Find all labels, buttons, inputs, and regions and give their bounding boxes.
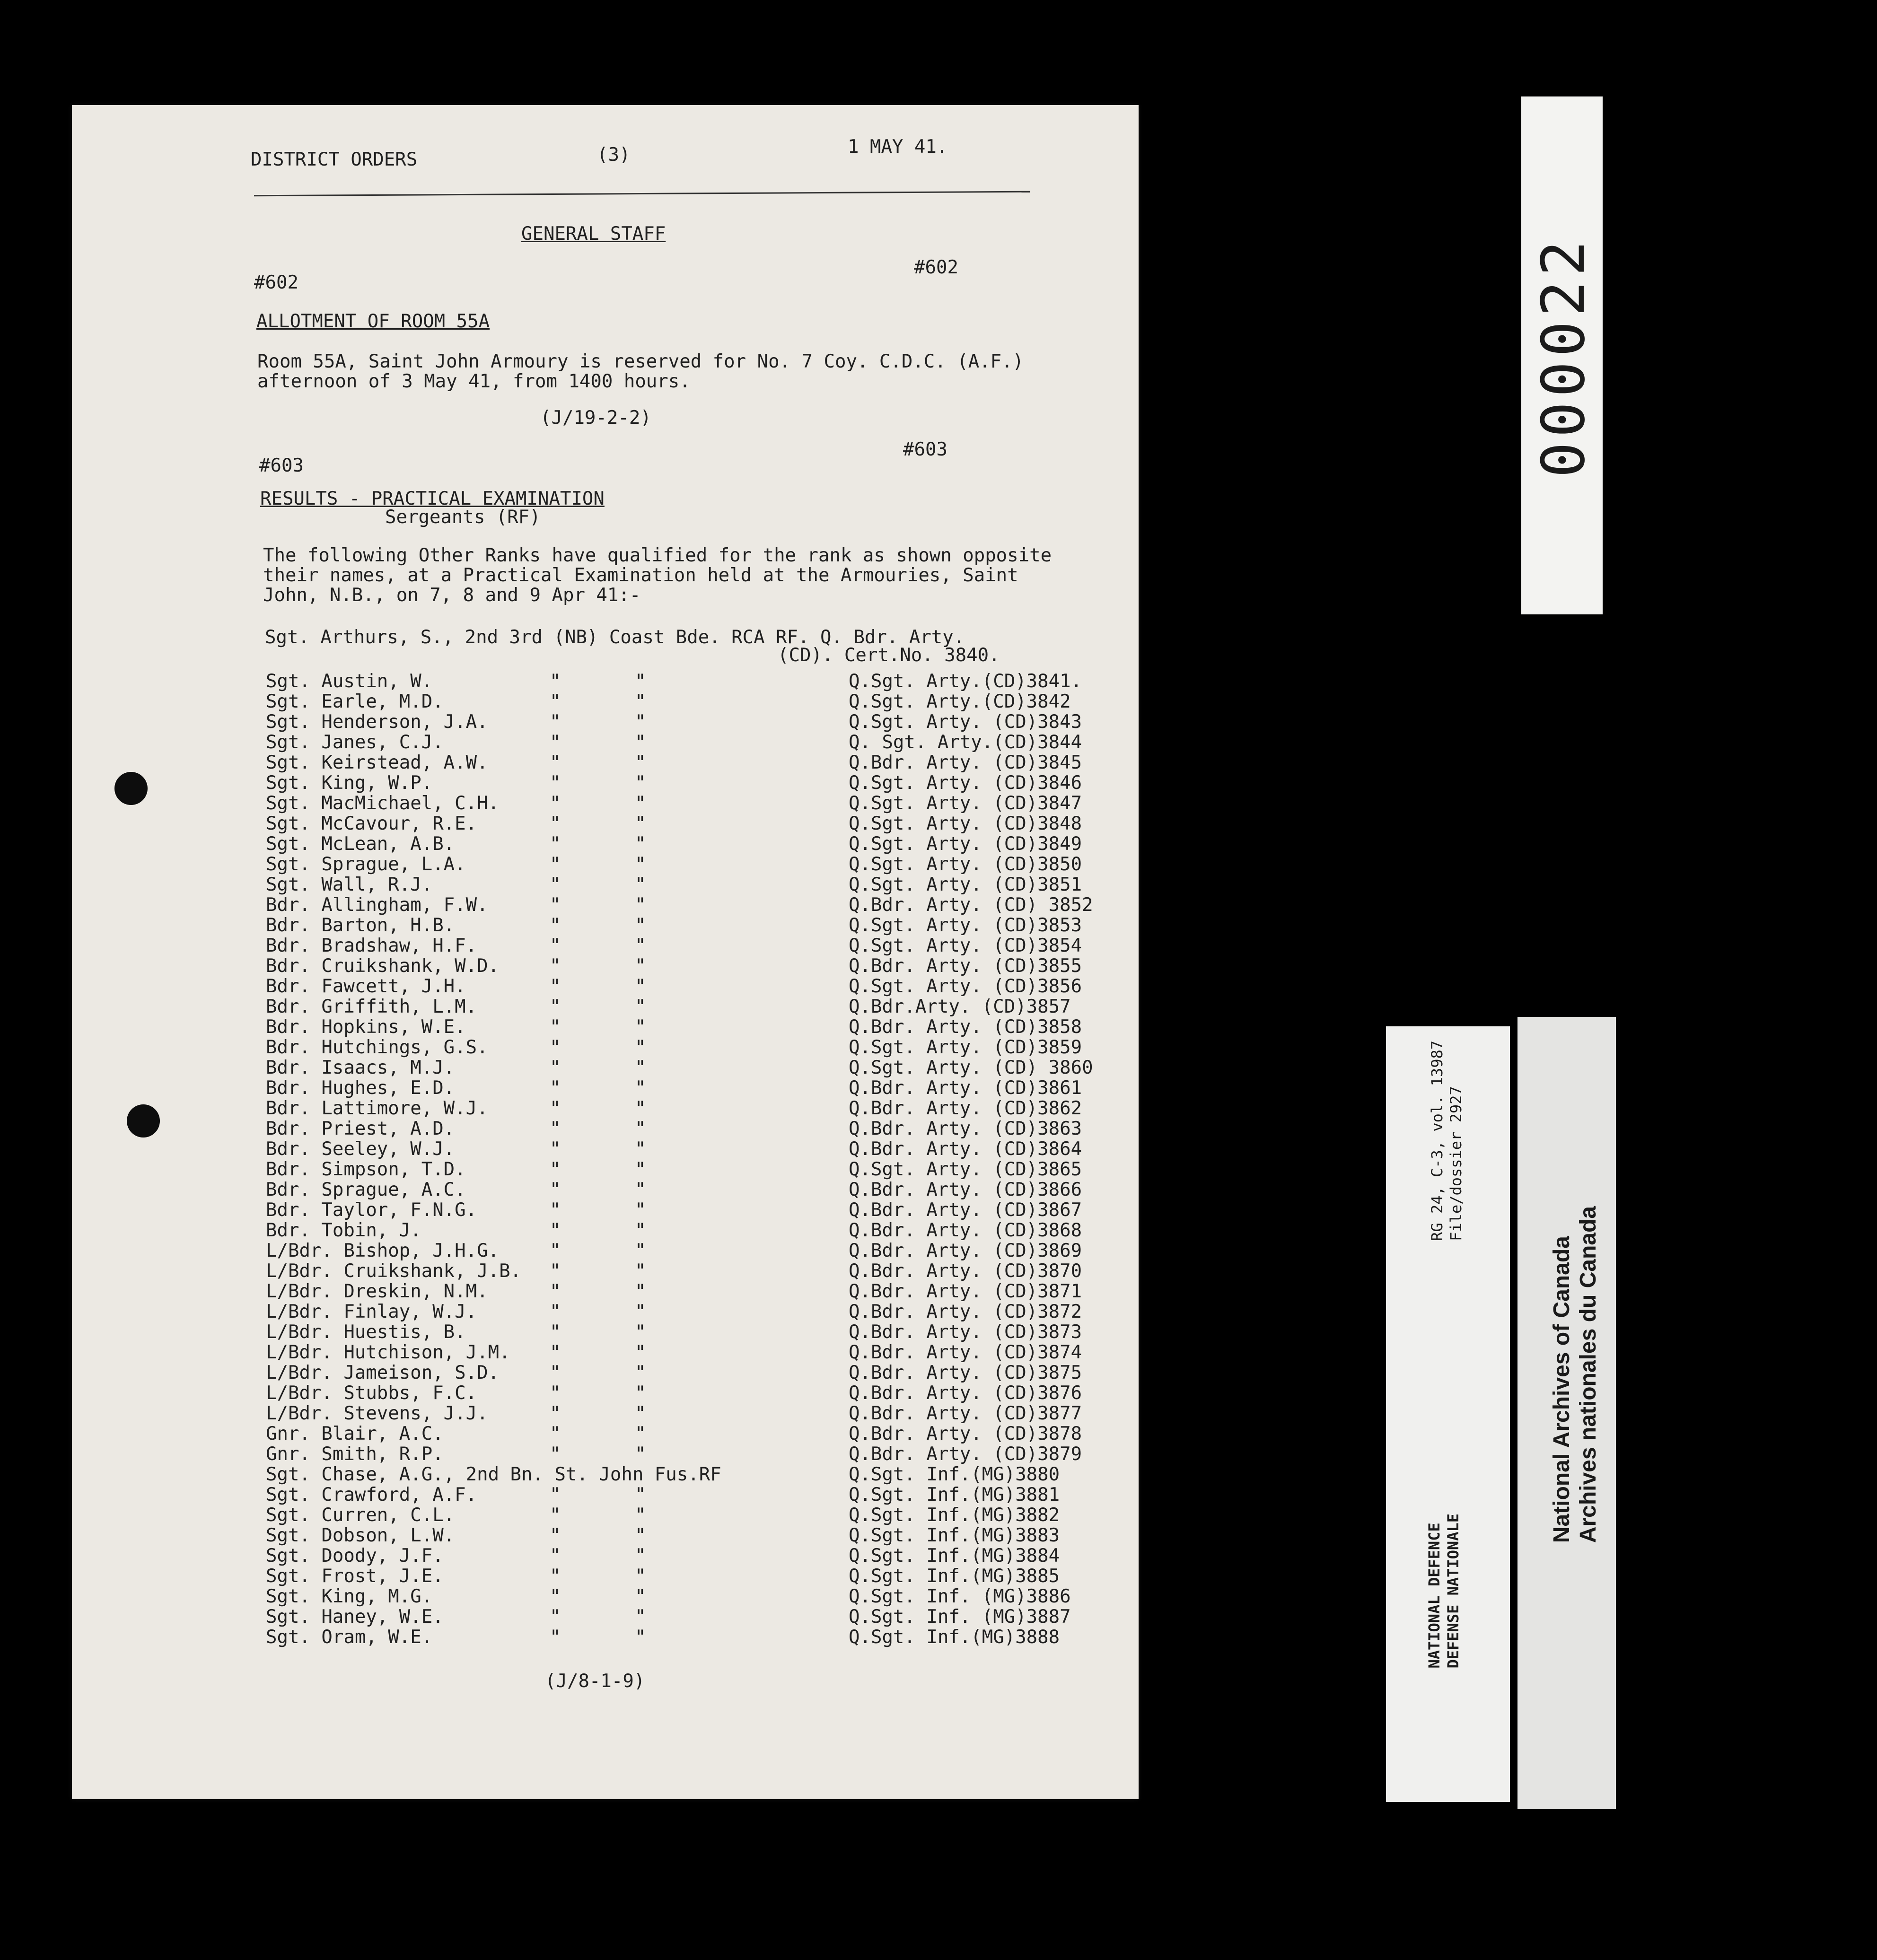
candidate-name: Bdr. Hughes, E.D.: [266, 1077, 455, 1099]
candidate-name: Sgt. Dobson, L.W.: [266, 1525, 455, 1546]
candidate-name: L/Bdr. Cruikshank, J.B.: [266, 1260, 522, 1282]
candidate-name: Bdr. Isaacs, M.J.: [266, 1057, 455, 1078]
candidate-name: Bdr. Taylor, F.N.G.: [266, 1199, 477, 1221]
header-date: 1 MAY 41.: [848, 136, 948, 158]
order-heading: RESULTS - PRACTICAL EXAMINATION: [260, 488, 605, 509]
ditto-mark: ": [550, 1566, 561, 1587]
qualification: Q.Bdr. Arty. (CD)3869: [849, 1240, 1082, 1261]
ditto-mark: ": [635, 1566, 646, 1587]
ditto-mark: ": [550, 1362, 561, 1383]
qualification: Q.Bdr. Arty. (CD)3867: [849, 1199, 1082, 1221]
ditto-mark: ": [635, 1606, 646, 1628]
ditto-mark: ": [635, 874, 646, 895]
ditto-mark: ": [635, 1342, 646, 1363]
ditto-mark: ": [635, 1118, 646, 1139]
candidate-name: Sgt. Sprague, L.A.: [266, 854, 466, 875]
ditto-mark: ": [635, 915, 646, 936]
qualification: Q.Sgt. Arty. (CD) 3860: [849, 1057, 1093, 1078]
candidate-name: Sgt. Frost, J.E.: [266, 1566, 444, 1587]
candidate-name: Sgt. Austin, W.: [266, 671, 433, 692]
qualification: Q.Bdr. Arty. (CD)3864: [849, 1138, 1082, 1160]
ditto-mark: ": [550, 894, 561, 916]
qualification: Q.Bdr. Arty. (CD)3870: [849, 1260, 1082, 1282]
qualification: Q.Sgt. Inf.(MG)3881: [849, 1484, 1060, 1505]
candidate-name: Sgt. Crawford, A.F.: [266, 1484, 477, 1505]
candidate-name: Sgt. Curren, C.L.: [266, 1505, 455, 1526]
reference-line: RG 24, C-3, vol. 13987: [1428, 1041, 1446, 1241]
qualification: Q.Sgt. Inf.(MG)3880: [849, 1464, 1060, 1485]
qualification: Q.Sgt. Arty. (CD)3853: [849, 915, 1082, 936]
ditto-mark: ": [550, 1281, 561, 1302]
candidate-name: L/Bdr. Stevens, J.J.: [266, 1403, 488, 1424]
archives-tab: [1517, 1017, 1616, 1809]
ditto-mark: ": [550, 935, 561, 956]
ditto-mark: ": [635, 1545, 646, 1566]
qualification: Q.Bdr. Arty. (CD) 3852: [849, 894, 1093, 916]
ditto-mark: ": [550, 976, 561, 997]
ditto-mark: ": [550, 1118, 561, 1139]
candidate-name: Bdr. Sprague, A.C.: [266, 1179, 466, 1200]
archive-reference: [1428, 1041, 1465, 1241]
qualification: Q.Bdr. Arty. (CD)3875: [849, 1362, 1082, 1383]
ditto-mark: ": [635, 772, 646, 794]
ditto-mark: ": [550, 772, 561, 794]
candidate-name: Bdr. Cruikshank, W.D.: [266, 955, 500, 977]
ditto-mark: ": [635, 1505, 646, 1526]
candidate-name: Sgt. MacMichael, C.H.: [266, 793, 500, 814]
results-first-row: Sgt. Arthurs, S., 2nd 3rd (NB) Coast Bde. RCA RF. Q. Bdr. Arty.: [265, 627, 965, 648]
qualification: Q.Sgt. Arty.(CD)3842: [849, 691, 1071, 712]
header-rule: [254, 191, 1030, 197]
ditto-mark: ": [550, 711, 561, 733]
qualification: Q.Sgt. Arty. (CD)3850: [849, 854, 1082, 875]
header-page-number: (3): [597, 144, 631, 166]
qualification: Q.Bdr. Arty. (CD)3872: [849, 1301, 1082, 1322]
qualification: Q. Sgt. Arty.(CD)3844: [849, 732, 1082, 753]
ditto-mark: ": [550, 1179, 561, 1200]
candidate-name: Sgt. King, M.G.: [266, 1586, 433, 1607]
ditto-mark: ": [635, 1199, 646, 1221]
qualification: Q.Sgt. Inf. (MG)3886: [849, 1586, 1071, 1607]
candidate-name: Bdr. Griffith, L.M.: [266, 996, 477, 1017]
ditto-mark: ": [635, 813, 646, 834]
qualification: Q.Sgt. Arty. (CD)3865: [849, 1159, 1082, 1180]
ditto-mark: ": [635, 854, 646, 875]
ditto-mark: ": [550, 874, 561, 895]
candidate-name: L/Bdr. Finlay, W.J.: [266, 1301, 477, 1322]
ditto-mark: ": [635, 1220, 646, 1241]
ditto-mark: ": [550, 671, 561, 692]
ditto-mark: ": [635, 793, 646, 814]
ditto-mark: ": [550, 1057, 561, 1078]
candidate-name: Bdr. Tobin, J.: [266, 1220, 421, 1241]
candidate-name: Bdr. Lattimore, W.J.: [266, 1098, 488, 1119]
ditto-mark: ": [635, 1301, 646, 1322]
ditto-mark: ": [550, 1037, 561, 1058]
ditto-mark: ": [635, 1382, 646, 1404]
candidate-name: Sgt. Janes, C.J.: [266, 732, 444, 753]
header-left: DISTRICT ORDERS: [251, 149, 418, 170]
file-reference: (J/8-1-9): [545, 1671, 645, 1692]
ditto-mark: ": [635, 1362, 646, 1383]
reference-tab: [1386, 1026, 1510, 1802]
candidate-name: Sgt. Henderson, J.A.: [266, 711, 488, 733]
archives-en: National Archives of Canada: [1549, 1236, 1574, 1543]
qualification: Q.Bdr. Arty. (CD)3845: [849, 752, 1082, 773]
ditto-mark: ": [635, 955, 646, 977]
ditto-mark: ": [550, 1505, 561, 1526]
ditto-mark: ": [550, 691, 561, 712]
ditto-mark: ": [635, 1037, 646, 1058]
ditto-mark: ": [635, 976, 646, 997]
candidate-name: Sgt. Chase, A.G., 2nd Bn. St. John Fus.RF: [266, 1464, 721, 1485]
ditto-mark: ": [635, 894, 646, 916]
qualification: Q.Sgt. Arty. (CD)3859: [849, 1037, 1082, 1058]
candidate-name: Bdr. Hutchings, G.S.: [266, 1037, 488, 1058]
ditto-mark: ": [635, 1321, 646, 1343]
order-body: Room 55A, Saint John Armoury is reserved for No. 7 Coy. C.D.C. (A.F.) afternoon of 3 May 41, from 1400 hours.: [257, 351, 1024, 392]
ditto-mark: ": [550, 1240, 561, 1261]
ditto-mark: ": [635, 1627, 646, 1648]
ditto-mark: ": [550, 793, 561, 814]
candidate-name: Sgt. Earle, M.D.: [266, 691, 444, 712]
candidate-name: Bdr. Barton, H.B.: [266, 915, 455, 936]
qualification: Q.Bdr. Arty. (CD)3866: [849, 1179, 1082, 1200]
qualification: Q.Sgt. Arty.(CD)3841.: [849, 671, 1082, 692]
ditto-mark: ": [635, 1159, 646, 1180]
ditto-mark: ": [550, 1444, 561, 1465]
ditto-mark: ": [635, 1077, 646, 1099]
ditto-mark: ": [550, 1220, 561, 1241]
qualification: Q.Bdr. Arty. (CD)3858: [849, 1016, 1082, 1038]
section-title: GENERAL STAFF: [521, 223, 666, 245]
candidate-name: Sgt. King, W.P.: [266, 772, 433, 794]
department-fr: DEFENSE NATIONALE: [1444, 1514, 1462, 1669]
candidate-name: Sgt. Doody, J.F.: [266, 1545, 444, 1566]
qualification: Q.Bdr. Arty. (CD)3862: [849, 1098, 1082, 1119]
results-first-row-cont: (CD). Cert.No. 3840.: [778, 645, 1000, 666]
qualification: Q.Sgt. Arty. (CD)3848: [849, 813, 1082, 834]
candidate-name: L/Bdr. Dreskin, N.M.: [266, 1281, 488, 1302]
frame-number-tab: [1521, 96, 1603, 614]
ditto-mark: ": [550, 1016, 561, 1038]
order-number-right: #603: [903, 439, 947, 460]
ditto-mark: ": [550, 955, 561, 977]
ditto-mark: ": [635, 671, 646, 692]
candidate-name: Sgt. McCavour, R.E.: [266, 813, 477, 834]
qualification: Q.Bdr. Arty. (CD)3876: [849, 1382, 1082, 1404]
qualification: Q.Bdr. Arty. (CD)3855: [849, 955, 1082, 977]
ditto-mark: ": [635, 1586, 646, 1607]
candidate-name: Gnr. Blair, A.C.: [266, 1423, 444, 1444]
qualification: Q.Bdr. Arty. (CD)3874: [849, 1342, 1082, 1363]
ditto-mark: ": [635, 833, 646, 855]
file-reference: (J/19-2-2): [540, 407, 651, 429]
qualification: Q.Bdr. Arty. (CD)3868: [849, 1220, 1082, 1241]
ditto-mark: ": [550, 1403, 561, 1424]
ditto-mark: ": [550, 813, 561, 834]
order-number-left: #602: [254, 272, 298, 293]
candidate-name: Bdr. Hopkins, W.E.: [266, 1016, 466, 1038]
qualification: Q.Sgt. Inf.(MG)3885: [849, 1566, 1060, 1587]
ditto-mark: ": [635, 1423, 646, 1444]
ditto-mark: ": [550, 1586, 561, 1607]
ditto-mark: ": [550, 915, 561, 936]
ditto-mark: ": [635, 1138, 646, 1160]
candidate-name: Sgt. Wall, R.J.: [266, 874, 433, 895]
qualification: Q.Bdr. Arty. (CD)3878: [849, 1423, 1082, 1444]
department-label: [1425, 1514, 1463, 1669]
ditto-mark: ": [550, 1606, 561, 1628]
ditto-mark: ": [635, 732, 646, 753]
punch-hole: [114, 772, 148, 805]
ditto-mark: ": [550, 1260, 561, 1282]
ditto-mark: ": [550, 1423, 561, 1444]
ditto-mark: ": [550, 1545, 561, 1566]
ditto-mark: ": [635, 1179, 646, 1200]
archives-fr: Archives nationales du Canada: [1576, 1206, 1601, 1543]
ditto-mark: ": [635, 1403, 646, 1424]
qualification: Q.Sgt. Arty. (CD)3856: [849, 976, 1082, 997]
order-number-right: #602: [914, 257, 958, 278]
candidate-name: Bdr. Fawcett, J.H.: [266, 976, 466, 997]
ditto-mark: ": [635, 691, 646, 712]
ditto-mark: ": [550, 752, 561, 773]
ditto-mark: ": [550, 1321, 561, 1343]
qualification: Q.Sgt. Inf. (MG)3887: [849, 1606, 1071, 1628]
qualification: Q.Bdr. Arty. (CD)3877: [849, 1403, 1082, 1424]
ditto-mark: ": [550, 1627, 561, 1648]
ditto-mark: ": [635, 711, 646, 733]
qualification: Q.Bdr. Arty. (CD)3873: [849, 1321, 1082, 1343]
candidate-name: Sgt. Oram, W.E.: [266, 1627, 433, 1648]
qualification: Q.Bdr.Arty. (CD)3857: [849, 996, 1071, 1017]
archives-label: [1549, 1206, 1602, 1543]
qualification: Q.Sgt. Arty. (CD)3843: [849, 711, 1082, 733]
ditto-mark: ": [635, 1484, 646, 1505]
qualification: Q.Sgt. Arty. (CD)3854: [849, 935, 1082, 956]
qualification: Q.Sgt. Arty. (CD)3849: [849, 833, 1082, 855]
qualification: Q.Sgt. Inf.(MG)3882: [849, 1505, 1060, 1526]
qualification: Q.Bdr. Arty. (CD)3871: [849, 1281, 1082, 1302]
ditto-mark: ": [635, 1057, 646, 1078]
file-line: File/dossier 2927: [1447, 1086, 1465, 1241]
ditto-mark: ": [635, 996, 646, 1017]
ditto-mark: ": [550, 1301, 561, 1322]
qualification: Q.Sgt. Inf.(MG)3888: [849, 1627, 1060, 1648]
candidate-name: Bdr. Bradshaw, H.F.: [266, 935, 477, 956]
candidate-name: Bdr. Simpson, T.D.: [266, 1159, 466, 1180]
ditto-mark: ": [550, 732, 561, 753]
candidate-name: Sgt. Haney, W.E.: [266, 1606, 444, 1628]
punch-hole: [127, 1104, 160, 1138]
qualification: Q.Bdr. Arty. (CD)3863: [849, 1118, 1082, 1139]
ditto-mark: ": [635, 1098, 646, 1119]
document-page: [72, 105, 1139, 1799]
candidate-name: Bdr. Seeley, W.J.: [266, 1138, 455, 1160]
ditto-mark: ": [550, 854, 561, 875]
candidate-name: Sgt. Keirstead, A.W.: [266, 752, 488, 773]
candidate-name: L/Bdr. Huestis, B.: [266, 1321, 466, 1343]
qualification: Q.Sgt. Arty. (CD)3851: [849, 874, 1082, 895]
ditto-mark: ": [550, 1382, 561, 1404]
candidate-name: L/Bdr. Jameison, S.D.: [266, 1362, 500, 1383]
frame-number: 000022: [1529, 236, 1598, 478]
ditto-mark: ": [550, 1342, 561, 1363]
order-number-left: #603: [259, 455, 304, 476]
ditto-mark: ": [635, 1016, 646, 1038]
ditto-mark: ": [635, 1281, 646, 1302]
candidate-name: Bdr. Priest, A.D.: [266, 1118, 455, 1139]
ditto-mark: ": [635, 1525, 646, 1546]
department-en: NATIONAL DEFENCE: [1425, 1522, 1443, 1669]
candidate-name: L/Bdr. Stubbs, F.C.: [266, 1382, 477, 1404]
ditto-mark: ": [550, 1138, 561, 1160]
ditto-mark: ": [550, 1199, 561, 1221]
qualification: Q.Sgt. Inf.(MG)3883: [849, 1525, 1060, 1546]
order-heading: ALLOTMENT OF ROOM 55A: [256, 311, 490, 332]
ditto-mark: ": [635, 752, 646, 773]
ditto-mark: ": [635, 1260, 646, 1282]
ditto-mark: ": [550, 1098, 561, 1119]
ditto-mark: ": [635, 1444, 646, 1465]
ditto-mark: ": [550, 996, 561, 1017]
candidate-name: Gnr. Smith, R.P.: [266, 1444, 444, 1465]
order-subheading: Sergeants (RF): [385, 507, 541, 528]
qualification: Q.Sgt. Arty. (CD)3847: [849, 793, 1082, 814]
ditto-mark: ": [635, 1240, 646, 1261]
candidate-name: Sgt. McLean, A.B.: [266, 833, 455, 855]
candidate-name: L/Bdr. Bishop, J.H.G.: [266, 1240, 500, 1261]
ditto-mark: ": [550, 1077, 561, 1099]
ditto-mark: ": [550, 1484, 561, 1505]
candidate-name: Bdr. Allingham, F.W.: [266, 894, 488, 916]
candidate-name: L/Bdr. Hutchison, J.M.: [266, 1342, 510, 1363]
qualification: Q.Sgt. Arty. (CD)3846: [849, 772, 1082, 794]
qualification: Q.Sgt. Inf.(MG)3884: [849, 1545, 1060, 1566]
ditto-mark: ": [550, 1525, 561, 1546]
ditto-mark: ": [550, 1159, 561, 1180]
ditto-mark: ": [550, 833, 561, 855]
order-intro: The following Other Ranks have qualified for the rank as shown opposite their names, at a Practical Examination held at the Armouries, Saint John, N.B., on 7, 8 and 9 Apr 41:-: [263, 545, 1052, 606]
ditto-mark: ": [635, 935, 646, 956]
qualification: Q.Bdr. Arty. (CD)3861: [849, 1077, 1082, 1099]
qualification: Q.Bdr. Arty. (CD)3879: [849, 1444, 1082, 1465]
